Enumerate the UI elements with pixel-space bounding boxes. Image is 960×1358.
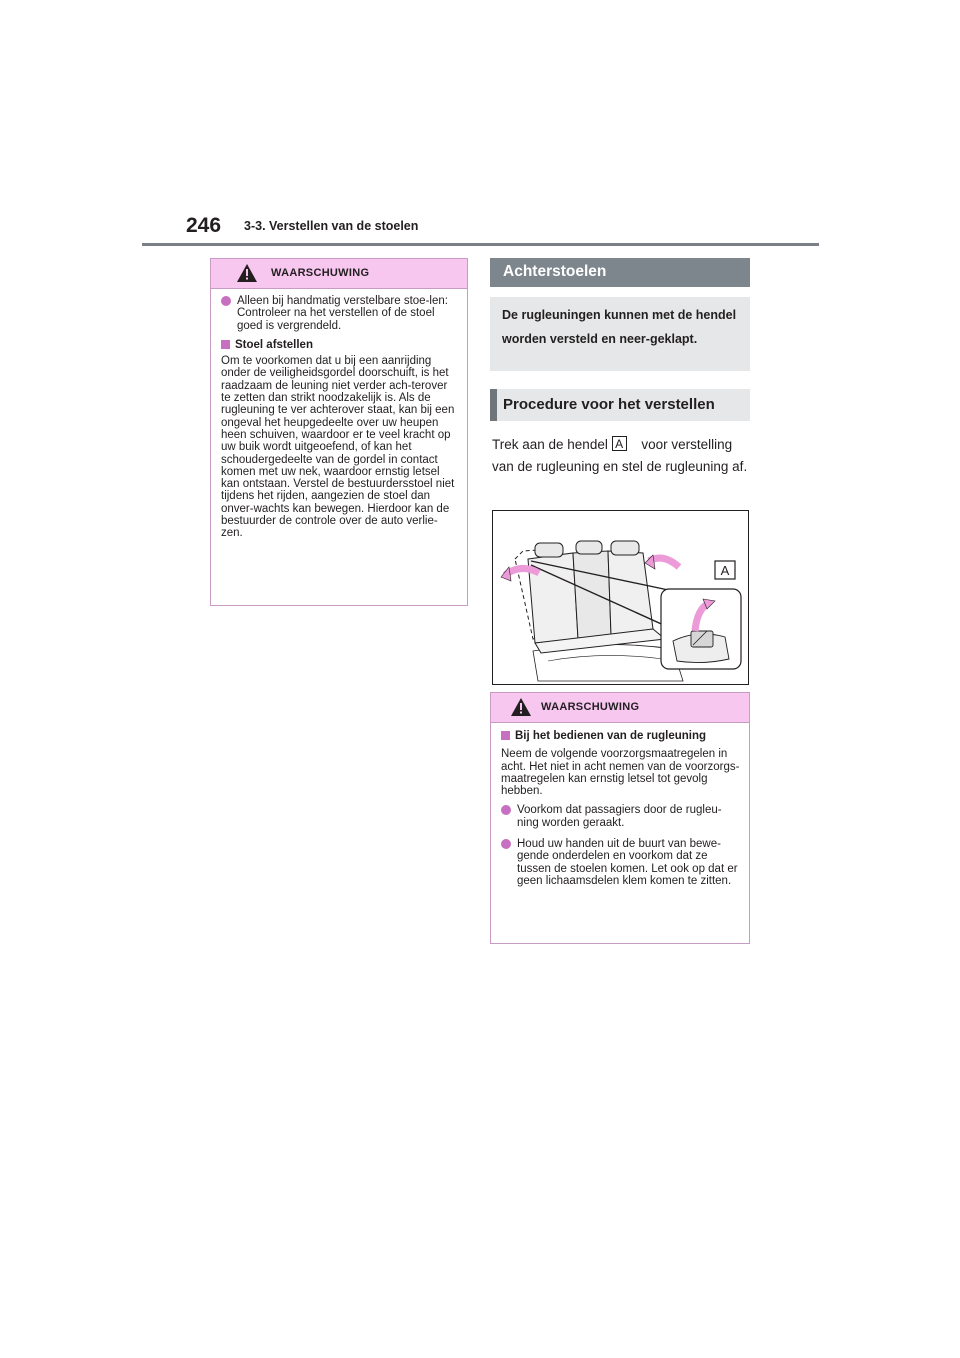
section-heading: Achterstoelen	[490, 258, 750, 287]
figure-label-a: A	[720, 563, 730, 578]
square-bullet-icon	[221, 340, 230, 349]
header-rule	[142, 243, 819, 246]
warning-title: WAARSCHUWING	[541, 701, 640, 713]
warning-bullet	[221, 295, 459, 332]
bullet-icon	[501, 839, 511, 849]
procedure-heading: Procedure voor het verstellen	[490, 389, 750, 421]
bullet-icon	[501, 805, 511, 815]
warning-bullet	[501, 804, 741, 829]
warning-title: WAARSCHUWING	[271, 267, 370, 279]
warning-triangle-icon	[237, 264, 257, 282]
warning-header	[211, 259, 467, 289]
warning-subheading	[221, 339, 459, 351]
intro-box: De rugleuningen kunnen met de hendel worden versteld en neer-geklapt.	[490, 297, 750, 371]
bullet-text: Alleen bij handmatig verstelbare stoe-len: Controleer na het verstellen of de stoel goed is vergrendeld.	[237, 295, 448, 332]
section-title: 3-3. Verstellen van de stoelen	[244, 219, 419, 233]
warning-box-right	[490, 692, 750, 944]
warning-header	[491, 693, 749, 723]
bullet-text: Houd uw handen uit de buurt van bewe-gende onderdelen en voorkom dat ze tussen de stoelen komen. Let ook op dat er geen lichaamsdelen klem komen te zitten.	[517, 838, 738, 887]
rear-seat-illustration	[492, 510, 749, 685]
warning-paragraph: Om te voorkomen dat u bij een aanrijding onder de veiligheidsgordel doorschuift, is het raadzaam de leuning niet verder ach-terover te zetten dan strikt noodzakelijk is. Als de rugleuning te ver achterover staat, kan bij een ongeval het heupgedeelte over uw heupen heen schuiven, waardoor er te veel kracht op uw buik wordt uitgeoefend, of kan het schoudergedeelte van de gordel in contact komen met uw nek, waardoor ernstig letsel kan ontstaan. Verstel de bestuurdersstoel niet tijdens het rijden, aangezien de stoel dan onver-wachts kan bewegen. Hierdoor kan de bestuurder de controle over de auto verlie-zen.	[221, 355, 455, 540]
rear-seat-drawing	[493, 511, 748, 684]
square-bullet-icon	[501, 731, 510, 740]
instruction-before: Trek aan de hendel	[492, 437, 608, 452]
instruction-text	[492, 434, 754, 477]
bullet-icon	[221, 296, 231, 306]
warning-bullet	[501, 838, 741, 887]
subheading-text: Stoel afstellen	[235, 338, 313, 351]
warning-subheading	[501, 730, 741, 742]
warning-triangle-icon	[511, 698, 531, 716]
page-number: 246	[186, 214, 222, 237]
warning-paragraph: Neem de volgende voorzorgsmaatregelen in acht. Het niet in acht nemen van de voorzorgs-maatregelen kan ernstig letsel tot gevolg hebben.	[501, 748, 740, 798]
lever-key-label: A	[612, 436, 627, 451]
warning-box-left	[210, 258, 468, 606]
subheading-text: Bij het bedienen van de rugleuning	[515, 730, 707, 742]
instruction-after: voor verstelling van de rugleuning en stel de rugleuning af.	[492, 437, 748, 474]
bullet-text: Voorkom dat passagiers door de rugleu-ning worden geraakt.	[517, 804, 722, 829]
